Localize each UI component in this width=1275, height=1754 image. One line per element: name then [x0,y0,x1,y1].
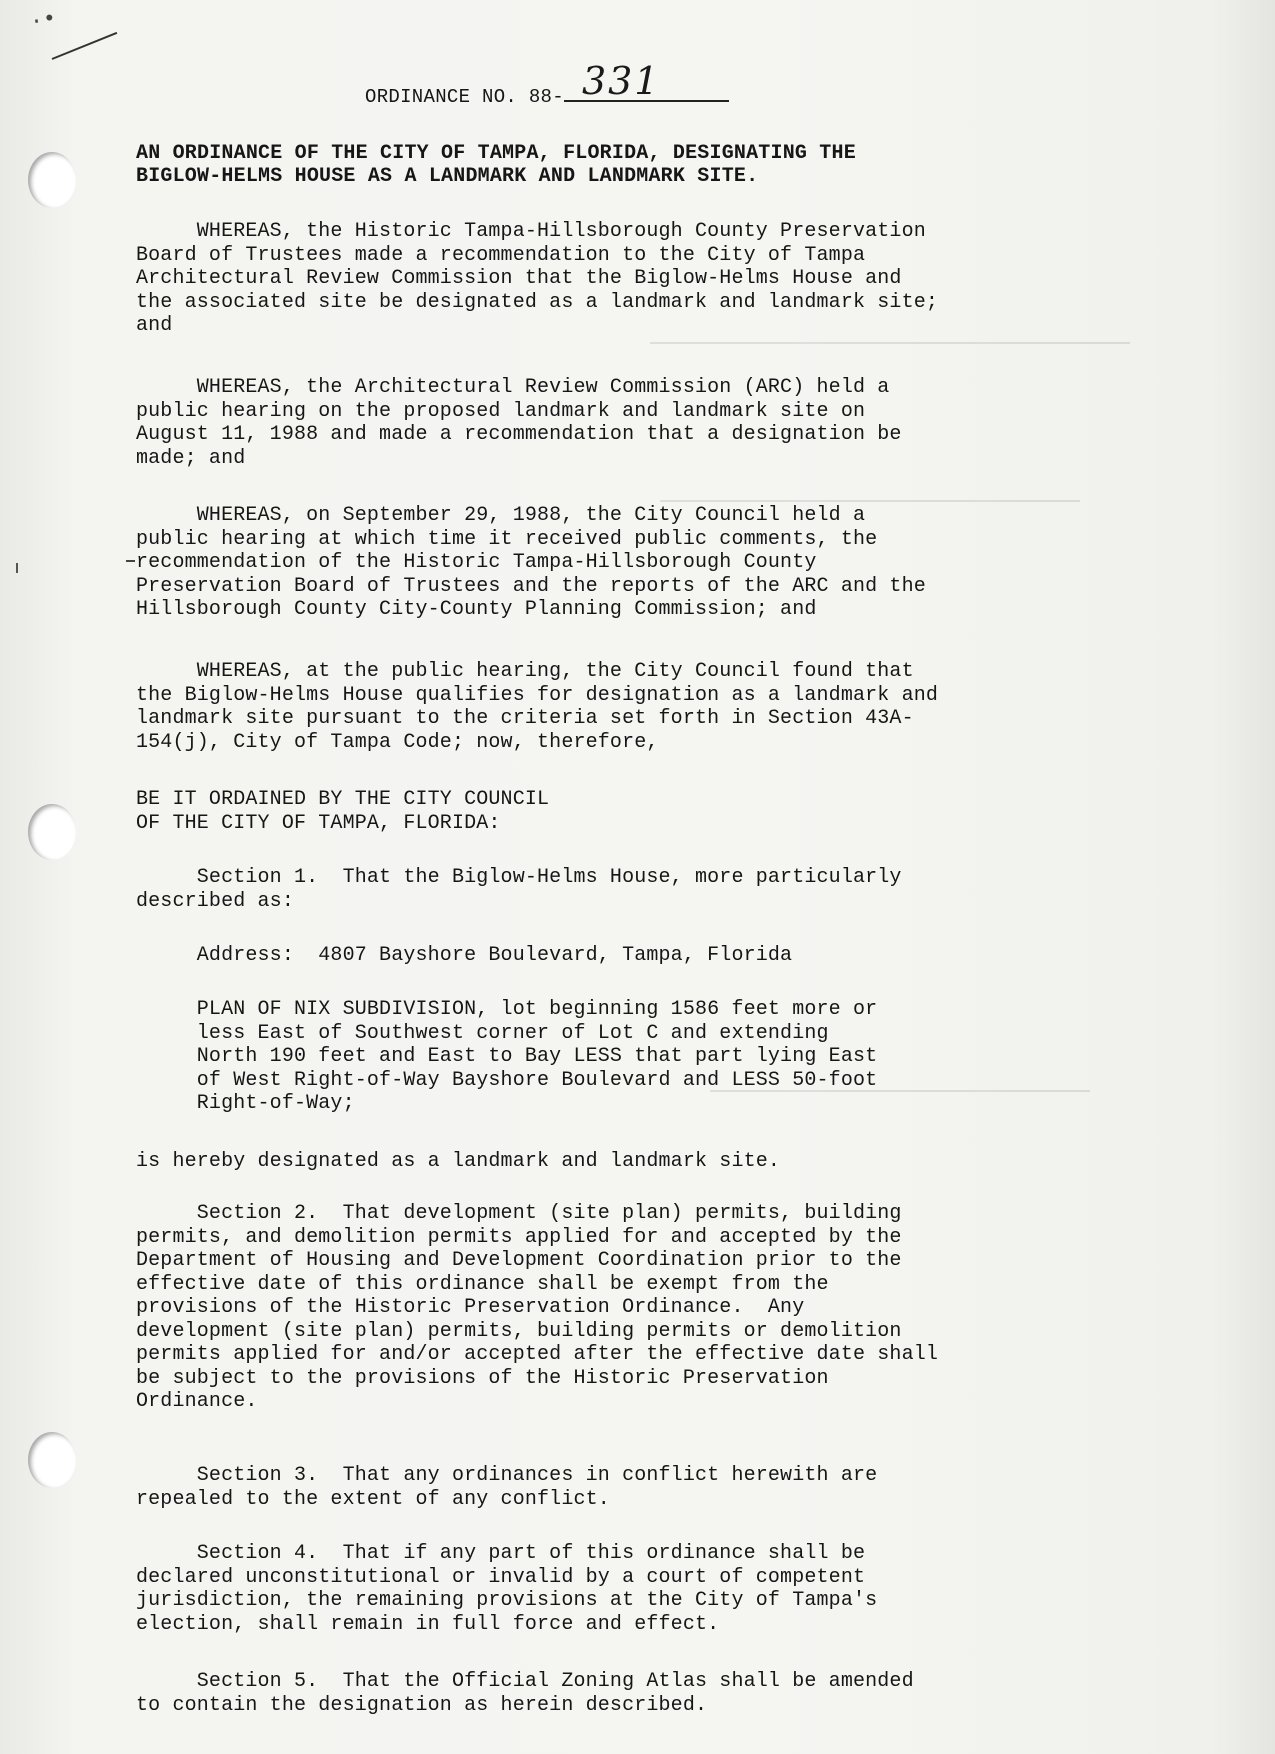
text-line: made; and [136,446,246,470]
whereas-clause-1 [136,220,1146,338]
text-line: to contain the designation as herein described. [136,1693,708,1717]
binder-hole-middle [28,804,76,860]
section-5 [136,1670,1146,1717]
text-line: PLAN OF NIX SUBDIVISION, lot beginning 1586 feet more or [136,998,878,1021]
text-line: the Biglow-Helms House qualifies for designation as a landmark and [136,683,939,707]
enacting-clause [136,788,1146,835]
binder-hole-bottom [28,1432,76,1488]
text-line: public hearing on the proposed landmark and landmark site on [136,399,866,423]
text-line: election, shall remain in full force and effect. [136,1612,720,1636]
bleed-line [660,500,1080,502]
text-line: the associated site be designated as a landmark and landmark site; [136,290,939,314]
designation-statement [136,1150,1146,1174]
section-3 [136,1464,1146,1511]
text-line: August 11, 1988 and made a recommendation that a designation be [136,423,902,446]
text-line: be subject to the provisions of the Historic Preservation [136,1366,829,1390]
text-line: landmark site pursuant to the criteria set forth in Section 43A- [136,707,914,730]
text-line: permits applied for and/or accepted after the effective date shall [136,1343,939,1366]
text-line: WHEREAS, the Historic Tampa-Hillsborough County Preservation [136,220,926,243]
binder-hole-top [28,152,76,208]
text-line: of West Right-of-Way Bayshore Boulevard and LESS 50-foot [136,1068,878,1092]
corner-scribble: ·• [28,5,59,36]
text-line: permits, and demolition permits applied for and accepted by the [136,1225,902,1249]
text-line: repealed to the extent of any conflict. [136,1487,610,1511]
section-1 [136,866,1146,913]
text-line: Department of Housing and Development Coordination prior to the [136,1249,902,1272]
title-line: BIGLOW-HELMS HOUSE AS A LANDMARK AND LANDMARK SITE. [136,165,759,188]
text-line: Board of Trustees made a recommendation to the City of Tampa [136,243,866,267]
text-line: Preservation Board of Trustees and the reports of the ARC and the [136,574,926,598]
property-address [136,944,1146,968]
text-line: Hillsborough County City-County Planning Commission; and [136,598,817,621]
text-line: Section 5. That the Official Zoning Atlas shall be amended [136,1670,914,1693]
text-line: BE IT ORDAINED BY THE CITY COUNCIL [136,788,550,811]
text-line: and [136,314,173,337]
whereas-clause-4 [136,660,1146,754]
section-2 [136,1202,1146,1414]
ordinance-number-blank [564,59,729,103]
text-line: Ordinance. [136,1390,258,1413]
text-line: development (site plan) permits, building permits or demolition [136,1319,902,1343]
text-line: jurisdiction, the remaining provisions at the City of Tampa's [136,1589,878,1612]
margin-tick-mark [16,563,18,573]
text-line: Section 4. That if any part of this ordinance shall be [136,1542,866,1565]
ordinance-heading [365,59,729,108]
text-line: Architectural Review Commission that the Biglow-Helms House and [136,267,902,290]
ordinance-title [136,142,1136,188]
text-line: 154(j), City of Tampa Code; now, therefore, [136,730,659,754]
text-line: Section 3. That any ordinances in conflict herewith are [136,1464,878,1487]
text-line: WHEREAS, the Architectural Review Commission (ARC) held a [136,376,890,399]
text-line: declared unconstitutional or invalid by a court of competent [136,1565,866,1589]
text-line: described as: [136,889,294,913]
text-line: Section 1. That the Biglow-Helms House, more particularly [136,866,902,889]
text-line: WHEREAS, at the public hearing, the City Council found that [136,660,914,683]
pen-scratch-mark [52,32,118,60]
whereas-clause-2 [136,376,1146,470]
bleed-line [650,342,1130,344]
text-line: is hereby designated as a landmark and landmark site. [136,1150,781,1173]
text-line: North 190 feet and East to Bay LESS that part lying East [136,1045,878,1068]
text-line: effective date of this ordinance shall be exempt from the [136,1272,829,1296]
text-line: OF THE CITY OF TAMPA, FLORIDA: [136,811,501,835]
whereas-clause-3 [136,504,1146,622]
legal-description [136,998,1146,1116]
ordinance-label: ORDINANCE NO. 88- [365,86,564,108]
text-line: public hearing at which time it received public comments, the [136,527,878,551]
text-line: less East of Southwest corner of Lot C and extending [136,1021,829,1045]
text-line: recommendation of the Historic Tampa-Hillsborough County [136,551,817,574]
text-line: Address: 4807 Bayshore Boulevard, Tampa, Florida [136,944,793,967]
section-4 [136,1542,1146,1636]
text-line: Right-of-Way; [136,1092,355,1115]
margin-dash-mark [126,560,135,562]
title-line: AN ORDINANCE OF THE CITY OF TAMPA, FLORIDA, DESIGNATING THE [136,142,856,165]
text-line: provisions of the Historic Preservation Ordinance. Any [136,1296,805,1319]
text-line: Section 2. That development (site plan) permits, building [136,1202,902,1225]
text-line: WHEREAS, on September 29, 1988, the City Council held a [136,504,866,527]
ordinance-number-handwritten: 331 [581,59,661,103]
